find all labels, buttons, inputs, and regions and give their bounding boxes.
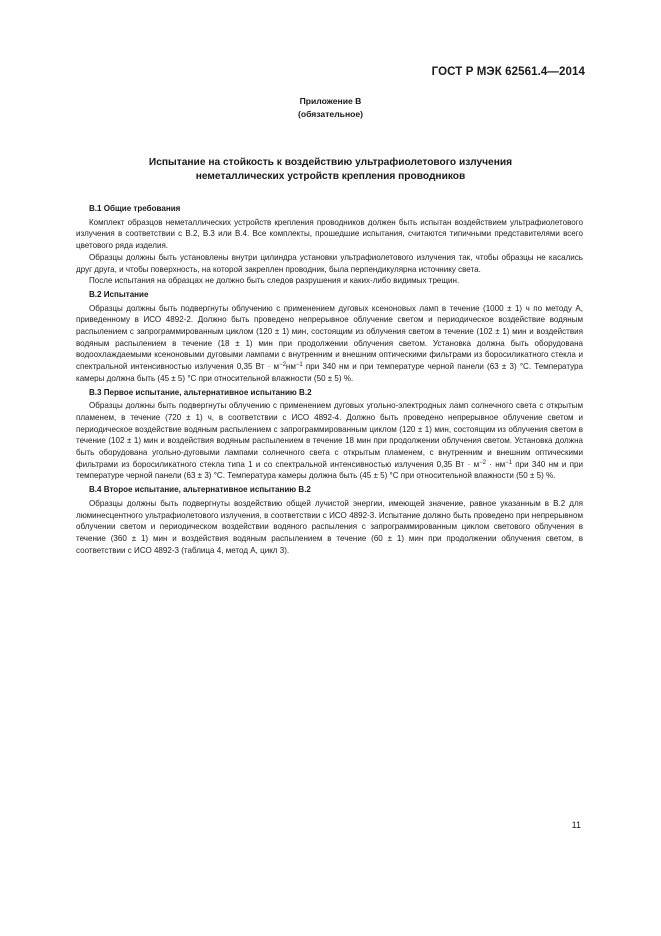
annex-status: (обязательное)	[297, 109, 364, 119]
section-b3-text-a: Образцы должны быть подвергнуты облучению с применением дуговых угольно-электродных ламп солнечного света с открытым пламенем, в течение (720 ± 1) ч, в соответствии с ИСО 4892-4. Должно быть проведено непрерывное облучение светом и периодическое воздействие водяным распылением с запрограммированным циклом (120 ± 1) мин, состоящим из облучения светом в течение (102 ± 1) мин и воздействия водяным распылением в течение 18 мин при продолжении облучения светом. Установка должна быть оборудована угольно-дуговыми лампами солнечного света с открытым пламенем, с внутренним и внешним оптическими фильтрами из боросиликатного стекла типа 1 и со спектральной интенсивностью излучения 0,35 Вт · м	[76, 401, 583, 469]
annex-body	[76, 201, 583, 556]
unit-exponent: −2	[479, 459, 486, 466]
unit-exponent: −2	[279, 362, 286, 369]
page-number: 11	[571, 820, 581, 830]
section-heading-b4: В.4 Второе испытание, альтернативное испытанию В.2	[89, 485, 311, 495]
section-heading-b2: В.2 Испытание	[89, 289, 149, 299]
unit-exponent: −1	[505, 459, 513, 466]
standard-designation: ГОСТ Р МЭК 62561.4—2014	[431, 66, 585, 78]
unit-exponent: −1	[295, 362, 303, 369]
section-heading-b3: В.3 Первое испытание, альтернативное испытанию В.2	[89, 387, 312, 397]
section-b4-paragraph-1: Образцы должны быть подвергнуты воздействию общей лучистой энергии, имеющей значение, равное указанным в В.2 для люминесцентного ультрафиолетового излучения, в соответствии с ИСО 4892-3. Испытание должно быть проведено при непрерывном облучении светом и периодическом воздействии водяного распыления с запрограммированным циклом светового облучения в течение (360 ± 1) мин и воздействия водяным распылением в течение (60 ± 1) мин при продолжении облучения светом, в соответствии с ИСО 4892-3 (таблица 4, метод А, цикл 3).	[76, 498, 583, 555]
section-b2-text-b: при 340 нм и при температуре черной панели (63 ± 3) °С. Температура камеры должна быть (45 ± 5) °С при относительной влажности (50 ± 5) %.	[76, 362, 584, 383]
section-heading-b1: В.1 Общие требования	[89, 204, 181, 213]
section-b1-paragraph-3: После испытания на образцах не должно быть следов разрушения и каких-либо видимых трещин.	[89, 276, 460, 286]
section-b1-paragraph-1: Комплект образцов неметаллических устройств крепления проводников должен быть испытан воздействием ультрафиолетового излучения в соответствии с В.2, В.3 или В.4. Все комплекты, прошедшие испытания, считаются типичными представителями всего цветового ряда изделия.	[76, 217, 583, 251]
annex-title-line-2: неметаллических устройств крепления проводников	[195, 171, 466, 182]
unit-text: · нм	[485, 459, 506, 469]
section-b1-paragraph-2: Образцы должны быть установлены внутри цилиндра установки ультрафиолетового излучения так, чтобы образцы не касались друг друга, и чтобы поверхность, на которой закреплен проводник, была перпендикулярна источнику света.	[76, 252, 583, 274]
section-b2-text-a: Образцы должны быть подвергнуты облучению с применением дуговых ксеноновых ламп в течение (1000 ± 1) ч по методу А, приведенному в ИСО 4892-2. Должно быть проведено непрерывное облучение светом и периодическое воздействие водяным распылением с запрограммированным циклом (120 ± 1) мин, состоящим из облучения светом в течение (102 ± 1) мин и воздействия водяным распылением в течение (18 ± 1) мин при продолжении облучения светом. Установка должна быть оборудована водоохлаждаемыми ксеноновыми дуговыми лампами с внутренним и внешним оптическими фильтрами из боросиликатного стекла и спектральной интенсивностью излучения 0,35 Вт · м	[76, 303, 583, 372]
annex-title	[0, 156, 661, 184]
section-b3-paragraph-1	[76, 400, 583, 482]
section-b2-paragraph-1	[76, 303, 583, 385]
section-b3-text-b: при 340 нм и при температуре черной панели (63 ± 3) °С. Температура камеры должна быть (45 ± 5) °С при относительной влажности (50 ± 5) %.	[76, 459, 583, 481]
annex-title-line-1: Испытание на стойкость к воздействию ультрафиолетового излучения	[148, 157, 513, 168]
annex-label: Приложение В	[299, 96, 362, 106]
unit-text: нм	[285, 362, 296, 372]
